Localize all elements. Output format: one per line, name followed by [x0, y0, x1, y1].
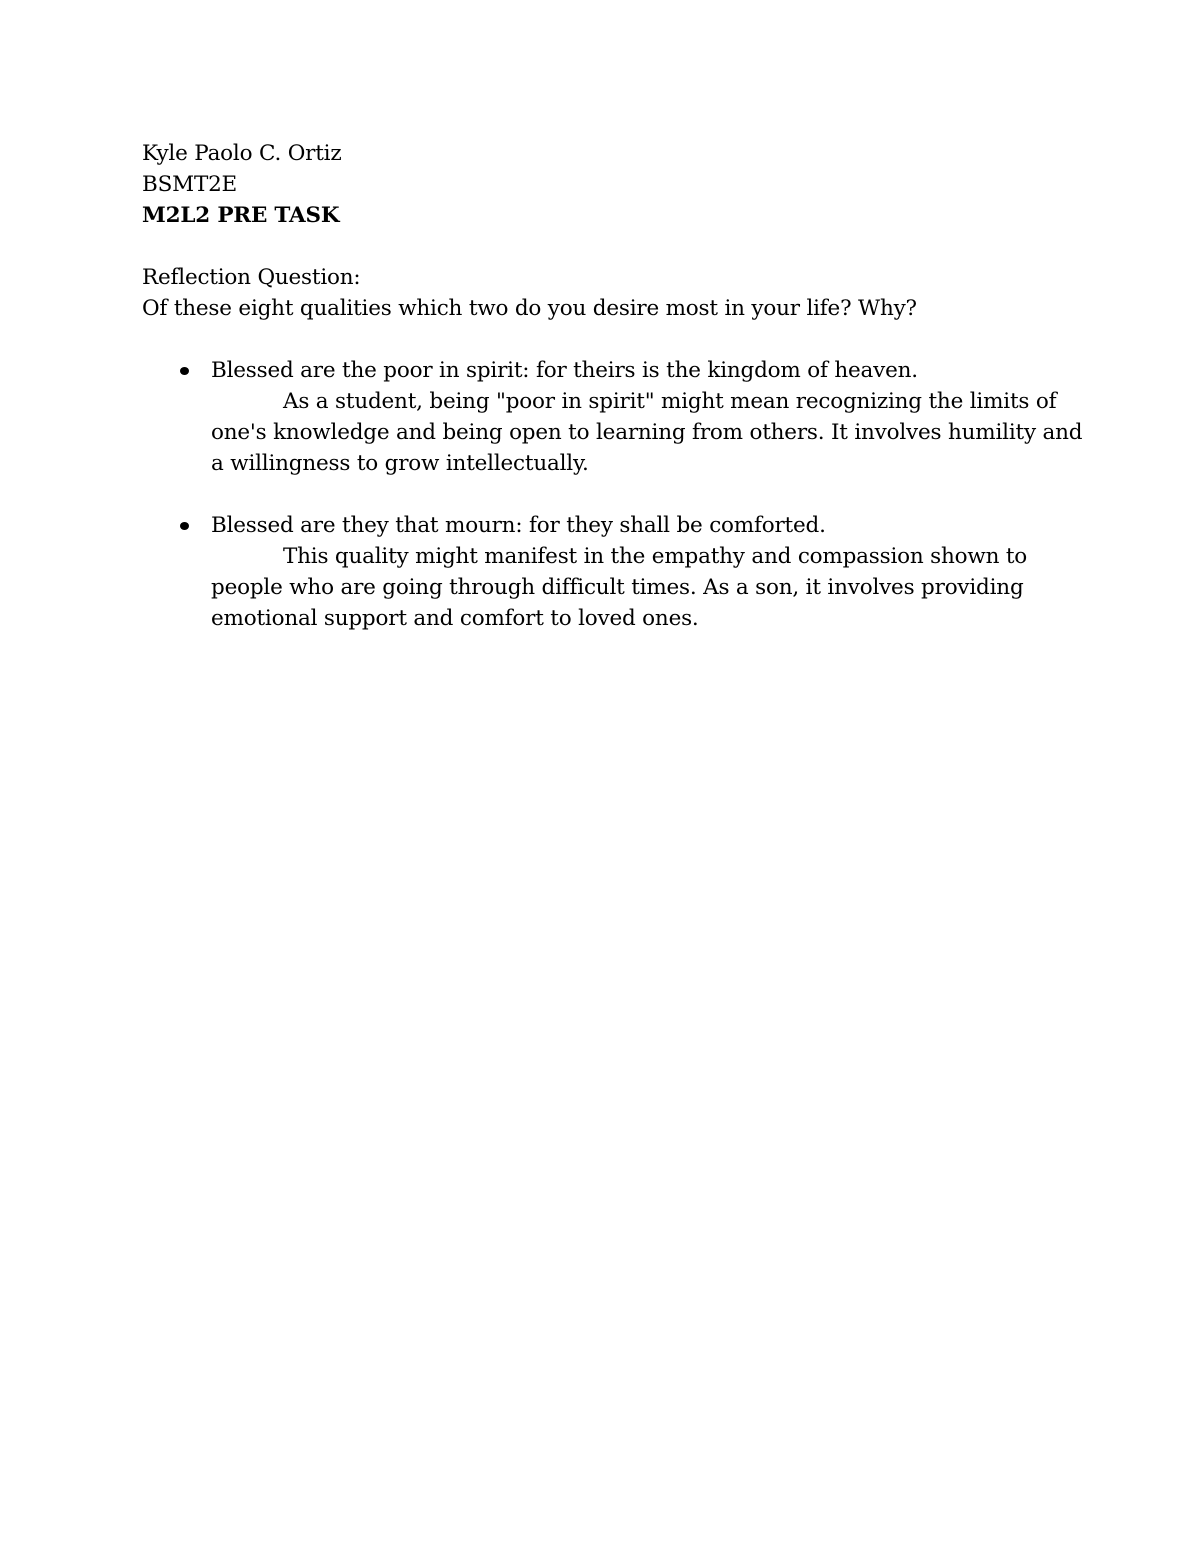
- reflection-label: Reflection Question:: [142, 265, 361, 290]
- student-name: Kyle Paolo C. Ortiz: [142, 141, 342, 166]
- item-text-line: a willingness to grow intellectually.: [211, 451, 589, 476]
- spacer: [142, 231, 1072, 262]
- item-heading: Blessed are the poor in spirit: for theirs is the kingdom of heaven.: [211, 358, 918, 383]
- item-heading: Blessed are they that mourn: for they shall be comforted.: [211, 513, 826, 538]
- task-title: M2L2 PRE TASK: [142, 203, 340, 228]
- list-item: [142, 510, 1072, 634]
- reflection-question: Of these eight qualities which two do you desire most in your life? Why?: [142, 296, 917, 321]
- bullet-icon: [180, 367, 189, 375]
- list-item: [142, 355, 1083, 479]
- beatitudes-list: [142, 355, 1083, 634]
- item-text-line: emotional support and comfort to loved ones.: [211, 606, 699, 631]
- spacer: [142, 324, 1072, 355]
- item-text-line: one's knowledge and being open to learning from others. It involves humility and: [211, 420, 1083, 445]
- document-content: [142, 138, 1083, 634]
- item-text-line: As a student, being "poor in spirit" might mean recognizing the limits of: [283, 389, 1057, 414]
- item-text-line: people who are going through difficult times. As a son, it involves providing: [211, 575, 1024, 600]
- bullet-icon: [180, 522, 189, 530]
- item-text-line: This quality might manifest in the empathy and compassion shown to: [283, 544, 1028, 569]
- student-section: BSMT2E: [142, 172, 238, 197]
